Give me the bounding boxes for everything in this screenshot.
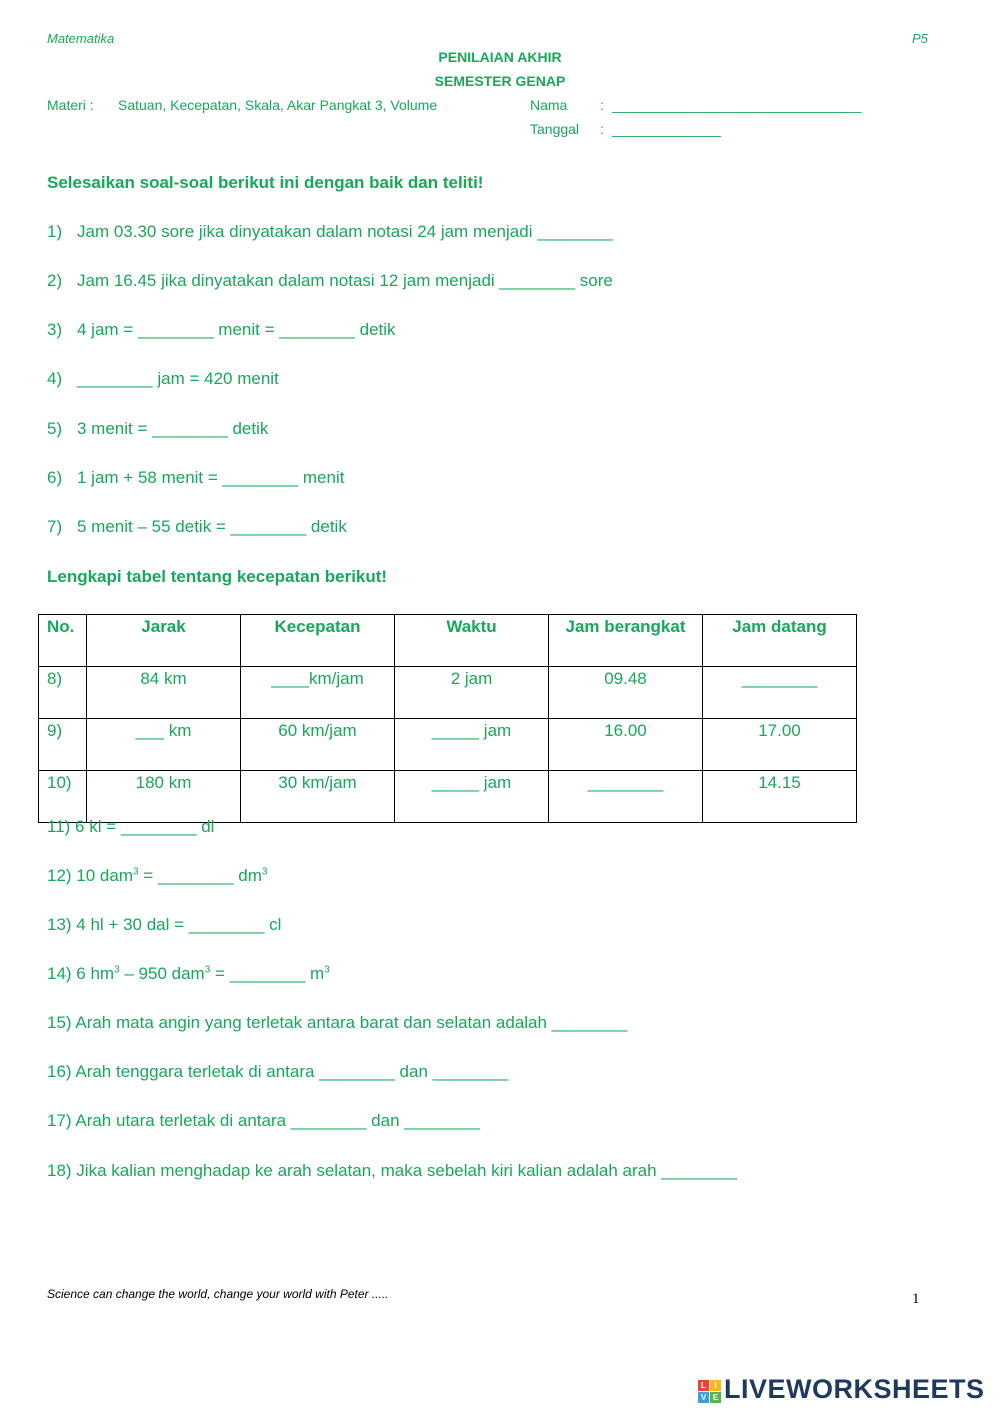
question-16[interactable]: 16) Arah tenggara terletak di antara ________ dan ________ — [47, 1062, 509, 1081]
table-cell-blank[interactable]: ________ — [549, 771, 703, 823]
superscript: 3 — [204, 964, 211, 976]
question-2 — [47, 271, 613, 291]
superscript: 3 — [114, 964, 120, 976]
question-1 — [47, 222, 613, 242]
materi-value: Satuan, Kecepatan, Skala, Akar Pangkat 3, Volume — [118, 97, 438, 113]
question-number: 4) — [47, 369, 63, 388]
question-11[interactable]: 11) 6 kl = ________ dl — [47, 817, 215, 836]
column-header: Waktu — [395, 615, 549, 667]
page-number: 1 — [912, 1291, 920, 1307]
question-15[interactable]: 15) Arah mata angin yang terletak antara barat dan selatan adalah ________ — [47, 1013, 628, 1032]
table-cell: 10) — [39, 771, 87, 823]
nama-field[interactable]: ________________________________ — [612, 97, 862, 113]
column-header: Kecepatan — [241, 615, 395, 667]
table-cell: 180 km — [87, 771, 241, 823]
nama-colon: : — [600, 97, 604, 113]
question-number: 5) — [47, 419, 63, 438]
page-title: PENILAIAN AKHIR — [438, 49, 562, 65]
question-text[interactable]: 4 jam = ________ menit = ________ detik — [77, 320, 396, 339]
question-text[interactable]: ________ jam = 420 menit — [77, 369, 279, 388]
question-14-part: 14) 6 hm — [47, 964, 115, 983]
question-number: 2) — [47, 271, 63, 290]
superscript: 3 — [324, 964, 330, 976]
question-14-part: – 950 dam — [119, 964, 205, 983]
nama-label: Nama — [530, 97, 568, 113]
superscript: 3 — [261, 866, 268, 878]
column-header: No. — [39, 615, 87, 667]
table-cell: 84 km — [87, 667, 241, 719]
question-number: 6) — [47, 468, 63, 487]
table-cell-blank[interactable]: _____ jam — [395, 771, 549, 823]
table-row — [39, 667, 857, 719]
question-text[interactable]: Jam 03.30 sore jika dinyatakan dalam notasi 24 jam menjadi ________ — [77, 222, 613, 241]
table-cell-blank[interactable]: ________ — [703, 667, 857, 719]
column-header: Jam datang — [703, 615, 857, 667]
question-12-part: 12) 10 dam — [47, 866, 133, 885]
table-instruction: Lengkapi tabel tentang kecepatan berikut! — [47, 567, 388, 586]
question-5 — [47, 419, 268, 439]
table-cell-blank[interactable]: _____ jam — [395, 719, 549, 771]
question-14[interactable] — [47, 964, 330, 984]
tanggal-label: Tanggal — [530, 121, 580, 137]
question-18[interactable]: 18) Jika kalian menghadap ke arah selatan, maka sebelah kiri kalian adalah arah ________ — [47, 1161, 737, 1180]
page-subtitle: SEMESTER GENAP — [434, 73, 566, 89]
question-text[interactable]: 1 jam + 58 menit = ________ menit — [77, 468, 345, 487]
column-header: Jam berangkat — [549, 615, 703, 667]
table-cell: 30 km/jam — [241, 771, 395, 823]
column-header: Jarak — [87, 615, 241, 667]
table-cell: 14.15 — [703, 771, 857, 823]
table-cell: 17.00 — [703, 719, 857, 771]
question-text[interactable]: Jam 16.45 jika dinyatakan dalam notasi 12 jam menjadi ________ sore — [77, 271, 613, 290]
materi-label: Materi : — [47, 97, 94, 113]
footer-motto: Science can change the world, change your world with Peter ..... — [47, 1287, 389, 1301]
table-row — [39, 771, 857, 823]
question-6 — [47, 468, 344, 488]
question-7 — [47, 517, 347, 537]
logo-tile: L — [698, 1380, 709, 1391]
question-number: 3) — [47, 320, 63, 339]
main-instruction: Selesaikan soal-soal berikut ini dengan baik dan teliti! — [47, 173, 484, 192]
table-cell: 16.00 — [549, 719, 703, 771]
tanggal-colon: : — [600, 121, 604, 137]
question-12[interactable] — [47, 866, 267, 886]
question-number: 1) — [47, 222, 63, 241]
liveworksheets-logo-icon — [698, 1380, 722, 1404]
question-14-part: = ________ m — [210, 964, 325, 983]
tanggal-field[interactable]: ______________ — [612, 121, 722, 137]
question-text[interactable]: 5 menit – 55 detik = ________ detik — [77, 517, 347, 536]
table-cell: 9) — [39, 719, 87, 771]
table-header-row — [39, 615, 857, 667]
superscript: 3 — [133, 866, 139, 878]
question-12-part: = ________ dm — [138, 866, 262, 885]
liveworksheets-brand[interactable]: LIVEWORKSHEETS — [724, 1374, 985, 1404]
logo-tile: I — [710, 1380, 721, 1391]
table-cell-blank[interactable]: ____km/jam — [241, 667, 395, 719]
subject-label: Matematika — [47, 31, 115, 46]
question-4 — [47, 369, 279, 389]
table-cell-blank[interactable]: ___ km — [87, 719, 241, 771]
logo-tile: V — [698, 1392, 709, 1403]
logo-tile: E — [710, 1392, 721, 1403]
table-cell: 8) — [39, 667, 87, 719]
class-label: P5 — [912, 31, 928, 46]
question-text[interactable]: 3 menit = ________ detik — [77, 419, 269, 438]
table-row — [39, 719, 857, 771]
table-cell: 09.48 — [549, 667, 703, 719]
question-13[interactable]: 13) 4 hl + 30 dal = ________ cl — [47, 915, 282, 934]
table-cell: 2 jam — [395, 667, 549, 719]
question-3 — [47, 320, 396, 340]
speed-table — [38, 614, 857, 823]
question-number: 7) — [47, 517, 63, 536]
table-cell: 60 km/jam — [241, 719, 395, 771]
question-17[interactable]: 17) Arah utara terletak di antara ________ dan ________ — [47, 1111, 480, 1130]
